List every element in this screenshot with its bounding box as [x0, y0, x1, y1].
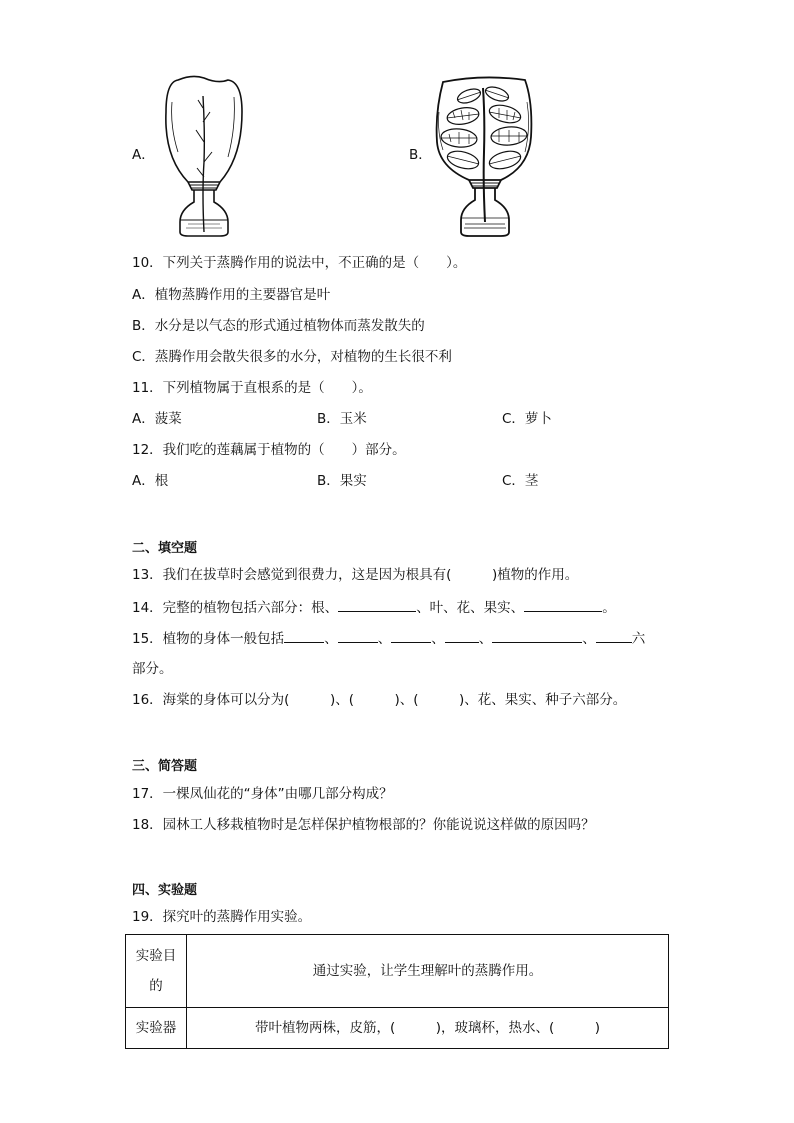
question-14-part-2: 、叶、花、果实、	[416, 600, 525, 616]
question-12-option-c: C．茎	[502, 473, 539, 489]
answer-blank[interactable]	[445, 628, 479, 643]
question-10-stem: 10．下列关于蒸腾作用的说法中，不正确的是（ ）。	[132, 255, 467, 271]
section-title-short-answer: 三、简答题	[132, 759, 198, 774]
table-row	[126, 1008, 669, 1049]
answer-blank[interactable]	[524, 597, 602, 612]
row-label-purpose-line-2: 的	[149, 978, 163, 994]
row-label-purpose-line-1: 实验目	[135, 948, 177, 964]
question-17: 17．一棵凤仙花的“身体”由哪几部分构成？	[132, 786, 393, 802]
question-11-option-c: C．萝卜	[502, 411, 552, 427]
question-11-option-b: B．玉米	[317, 411, 367, 427]
separator: 、	[582, 631, 596, 647]
figure-a-label: A．	[132, 147, 155, 163]
question-15-line-2: 部分。	[132, 661, 173, 677]
experiment-table	[125, 934, 669, 1049]
question-14-part-3: 。	[602, 600, 616, 616]
answer-blank[interactable]	[338, 597, 416, 612]
question-18: 18．园林工人移栽植物时是怎样保护植物根部的？你能说说这样做的原因吗？	[132, 817, 595, 833]
table-row	[126, 935, 669, 1008]
question-15-part-end: 六	[631, 631, 646, 647]
row-content-purpose: 通过实验，让学生理解叶的蒸腾作用。	[187, 935, 669, 1008]
section-title-fill-in: 二、填空题	[132, 541, 198, 556]
question-14-part-1: 14．完整的植物包括六部分：根、	[132, 600, 339, 616]
separator: 、	[377, 631, 392, 647]
row-label-purpose	[126, 935, 187, 1008]
row-content-equipment: 带叶植物两株，皮筋，( )，玻璃杯，热水、( )	[187, 1008, 669, 1049]
question-19: 19．探究叶的蒸腾作用实验。	[132, 909, 312, 925]
separator: 、	[478, 631, 493, 647]
question-12-option-b: B．果实	[317, 473, 367, 489]
question-11-stem: 11．下列植物属于直根系的是（ ）。	[132, 380, 372, 396]
row-label-equipment: 实验器	[126, 1008, 187, 1049]
question-10-option-b: B．水分是以气态的形式通过植物体而蒸发散失的	[132, 318, 425, 334]
question-12-stem: 12．我们吃的莲藕属于植物的（ ）部分。	[132, 442, 406, 458]
answer-blank[interactable]	[391, 628, 431, 643]
figure-b-bagged-leafy-plant-illustration	[433, 72, 535, 238]
answer-blank[interactable]	[338, 628, 378, 643]
question-11-option-a: A．菠菜	[132, 411, 182, 427]
figure-b-label: B．	[409, 147, 432, 163]
question-10-option-c: C．蒸腾作用会散失很多的水分，对植物的生长很不利	[132, 349, 452, 365]
separator: 、	[324, 631, 338, 647]
answer-blank[interactable]	[596, 628, 632, 643]
answer-blank[interactable]	[492, 628, 582, 643]
question-10-option-a: A．植物蒸腾作用的主要器官是叶	[132, 287, 331, 303]
section-title-experiment: 四、实验题	[132, 883, 198, 898]
question-15-part-1: 15．植物的身体一般包括	[132, 631, 285, 647]
figure-a-bagged-stem-illustration	[158, 72, 250, 238]
question-12-option-a: A．根	[132, 473, 169, 489]
question-16: 16．海棠的身体可以分为( )、( )、( )、花、果实、种子六部分。	[132, 692, 627, 708]
question-13: 13．我们在拔草时会感觉到很费力，这是因为根具有( )植物的作用。	[132, 567, 579, 583]
answer-blank[interactable]	[284, 628, 324, 643]
question-15	[132, 628, 645, 649]
separator: 、	[431, 631, 445, 647]
question-14	[132, 597, 616, 618]
